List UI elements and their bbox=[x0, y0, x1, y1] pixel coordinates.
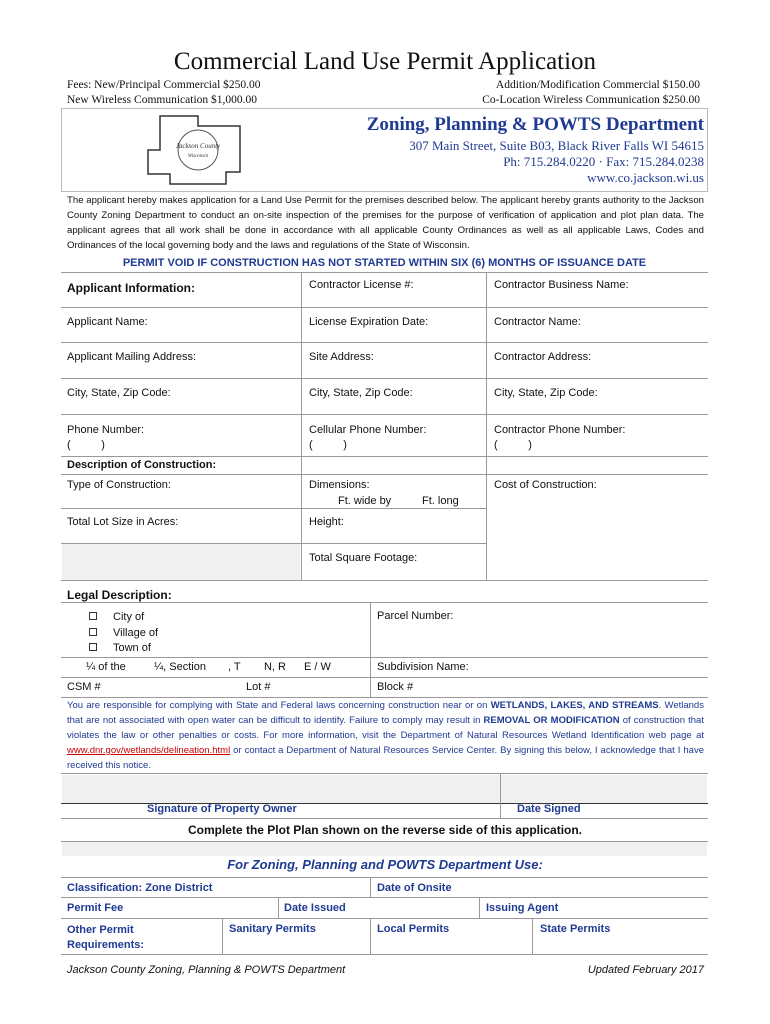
department-phone: Ph: 715.284.0220 · Fax: 715.284.0238 bbox=[503, 154, 704, 169]
issuing-agent-label[interactable]: Issuing Agent bbox=[486, 902, 559, 914]
svg-text:Jackson County: Jackson County bbox=[175, 142, 221, 150]
phone-number-field[interactable] bbox=[67, 423, 144, 453]
range-label[interactable]: N, R bbox=[264, 661, 286, 673]
phone-parens: ( ) bbox=[67, 439, 105, 451]
contractor-license-label[interactable]: Contractor License #: bbox=[309, 279, 414, 291]
ft-wide-label: Ft. wide by bbox=[338, 495, 392, 507]
plot-plan-instruction: Complete the Plot Plan shown on the reverse side of this application. bbox=[187, 823, 583, 837]
date-signed-label[interactable]: Date Signed bbox=[517, 803, 581, 815]
footer-updated: Updated February 2017 bbox=[587, 964, 704, 976]
department-website: www.co.jackson.wi.us bbox=[587, 170, 704, 185]
fees-left bbox=[67, 78, 261, 108]
notice-text-1: You are responsible for complying with State and Federal laws concerning construction near or on bbox=[67, 700, 491, 711]
fee-colocation: Co-Location Wireless Communication $250.00 bbox=[482, 94, 700, 106]
void-notice: PERMIT VOID IF CONSTRUCTION HAS NOT STARTED WITHIN SIX (6) MONTHS OF ISSUANCE DATE bbox=[122, 257, 647, 269]
fees-right bbox=[482, 78, 700, 108]
site-city-state-zip-label[interactable]: City, State, Zip Code: bbox=[309, 387, 413, 399]
contractor-business-label[interactable]: Contractor Business Name: bbox=[494, 279, 629, 291]
office-use-heading: For Zoning, Planning and POWTS Department Use: bbox=[227, 857, 543, 872]
department-contact bbox=[409, 138, 704, 186]
cell-phone-parens: ( ) bbox=[309, 439, 347, 451]
fee-addition: Addition/Modification Commercial $150.00 bbox=[495, 79, 700, 91]
notice-text-4: or contact a Department of Natural Resources Service Center. By signing this below, I acknowledge that I have received this notice. bbox=[67, 745, 704, 771]
dimensions-label[interactable]: Dimensions: bbox=[309, 479, 370, 491]
contractor-city-state-zip-label[interactable]: City, State, Zip Code: bbox=[494, 387, 598, 399]
height-label[interactable]: Height: bbox=[309, 516, 344, 528]
contractor-phone-field[interactable] bbox=[494, 423, 625, 453]
applicant-name-label[interactable]: Applicant Name: bbox=[67, 316, 148, 328]
municipality-options bbox=[89, 610, 158, 657]
cell-phone-field[interactable] bbox=[309, 423, 426, 453]
applicant-info-heading: Applicant Information: bbox=[67, 281, 195, 295]
site-address-label[interactable]: Site Address: bbox=[309, 351, 374, 363]
construction-type-label[interactable]: Type of Construction: bbox=[67, 479, 171, 491]
town-label: Town of bbox=[113, 642, 151, 654]
signature-label[interactable]: Signature of Property Owner bbox=[147, 803, 297, 815]
quarter-section-label[interactable]: ¼, Section bbox=[154, 661, 206, 673]
township-label[interactable]: , T bbox=[228, 661, 241, 673]
ft-long-label: Ft. long bbox=[422, 495, 459, 507]
cost-label[interactable]: Cost of Construction: bbox=[494, 479, 597, 491]
contractor-phone-parens: ( ) bbox=[494, 439, 532, 451]
fee-new-wireless: New Wireless Communication $1,000.00 bbox=[67, 94, 258, 106]
city-option[interactable] bbox=[89, 610, 158, 626]
contractor-name-label[interactable]: Contractor Name: bbox=[494, 316, 581, 328]
lot-label[interactable]: Lot # bbox=[246, 681, 271, 693]
notice-emphasis-2: REMOVAL OR MODIFICATION bbox=[483, 715, 620, 726]
city-label: City of bbox=[113, 611, 145, 623]
parcel-number-label[interactable]: Parcel Number: bbox=[377, 610, 454, 622]
block-label[interactable]: Block # bbox=[377, 681, 414, 693]
contractor-address-label[interactable]: Contractor Address: bbox=[494, 351, 592, 363]
notice-emphasis-1: WETLANDS, LAKES, AND STREAMS bbox=[490, 700, 659, 711]
other-permit-label: Other Permit Requirements: bbox=[67, 924, 145, 951]
date-issued-label[interactable]: Date Issued bbox=[284, 902, 346, 914]
contractor-phone-label: Contractor Phone Number: bbox=[494, 424, 626, 436]
page-title: Commercial Land Use Permit Application bbox=[173, 48, 597, 75]
town-checkbox[interactable] bbox=[89, 643, 97, 651]
square-footage-label[interactable]: Total Square Footage: bbox=[309, 552, 418, 564]
mailing-address-label[interactable]: Applicant Mailing Address: bbox=[67, 351, 197, 363]
notice-text-3: of construction that violates the law or other penalties or costs. For more information, visit the Department of Natural Resources Wetland Identification web page at bbox=[67, 715, 704, 741]
notice-text-2: . Wetlands that are not associated with open water can be difficult to identify. Failure to comply may result in bbox=[67, 700, 704, 726]
intro-paragraph: The applicant hereby makes application for a Land Use Permit for the premises described below. The applicant hereby grants authority to the Jackson County Zoning Department to conduct an on-site inspection of the premises for the purpose of verification of application and plot plan data. The applicant agrees that all work shall be done in accordance with all applicable County Ordinances as well as all applicable Laws, Codes and Ordinances of the local governing body and the laws and regulations of the State of Wisconsin. bbox=[67, 195, 704, 251]
footer-department: Jackson County Zoning, Planning & POWTS Department bbox=[67, 964, 346, 976]
classification-label[interactable]: Classification: Zone District bbox=[67, 882, 213, 894]
cell-phone-label: Cellular Phone Number: bbox=[309, 424, 427, 436]
fee-new-commercial: Fees: New/Principal Commercial $250.00 bbox=[67, 79, 261, 91]
description-heading: Description of Construction: bbox=[67, 459, 217, 471]
county-logo bbox=[140, 112, 250, 188]
onsite-date-label[interactable]: Date of Onsite bbox=[377, 882, 452, 894]
village-checkbox[interactable] bbox=[89, 628, 97, 636]
state-permits-label[interactable]: State Permits bbox=[540, 923, 611, 935]
permit-fee-label[interactable]: Permit Fee bbox=[67, 902, 124, 914]
phone-number-label: Phone Number: bbox=[67, 424, 145, 436]
csm-label[interactable]: CSM # bbox=[67, 681, 101, 693]
legal-description-heading: Legal Description: bbox=[67, 588, 172, 602]
sanitary-permits-label[interactable]: Sanitary Permits bbox=[229, 923, 316, 935]
subdivision-label[interactable]: Subdivision Name: bbox=[377, 661, 469, 673]
svg-text:Wisconsin: Wisconsin bbox=[187, 154, 209, 159]
village-option[interactable] bbox=[89, 626, 158, 642]
east-west-label[interactable]: E / W bbox=[304, 661, 331, 673]
town-option[interactable] bbox=[89, 641, 158, 657]
quarter-label[interactable]: ¼ of the bbox=[86, 661, 126, 673]
department-address: 307 Main Street, Suite B03, Black River Falls WI 54615 bbox=[409, 138, 704, 153]
department-name: Zoning, Planning & POWTS Department bbox=[366, 114, 704, 135]
wetland-notice bbox=[67, 698, 704, 773]
village-label: Village of bbox=[113, 626, 159, 639]
city-checkbox[interactable] bbox=[89, 612, 97, 620]
dnr-wetlands-link[interactable]: www.dnr.gov/wetlands/delineation.html bbox=[67, 745, 231, 756]
lot-size-label[interactable]: Total Lot Size in Acres: bbox=[67, 516, 179, 528]
license-expiration-label[interactable]: License Expiration Date: bbox=[309, 316, 429, 328]
city-state-zip-label[interactable]: City, State, Zip Code: bbox=[67, 387, 171, 399]
local-permits-label[interactable]: Local Permits bbox=[377, 923, 450, 935]
